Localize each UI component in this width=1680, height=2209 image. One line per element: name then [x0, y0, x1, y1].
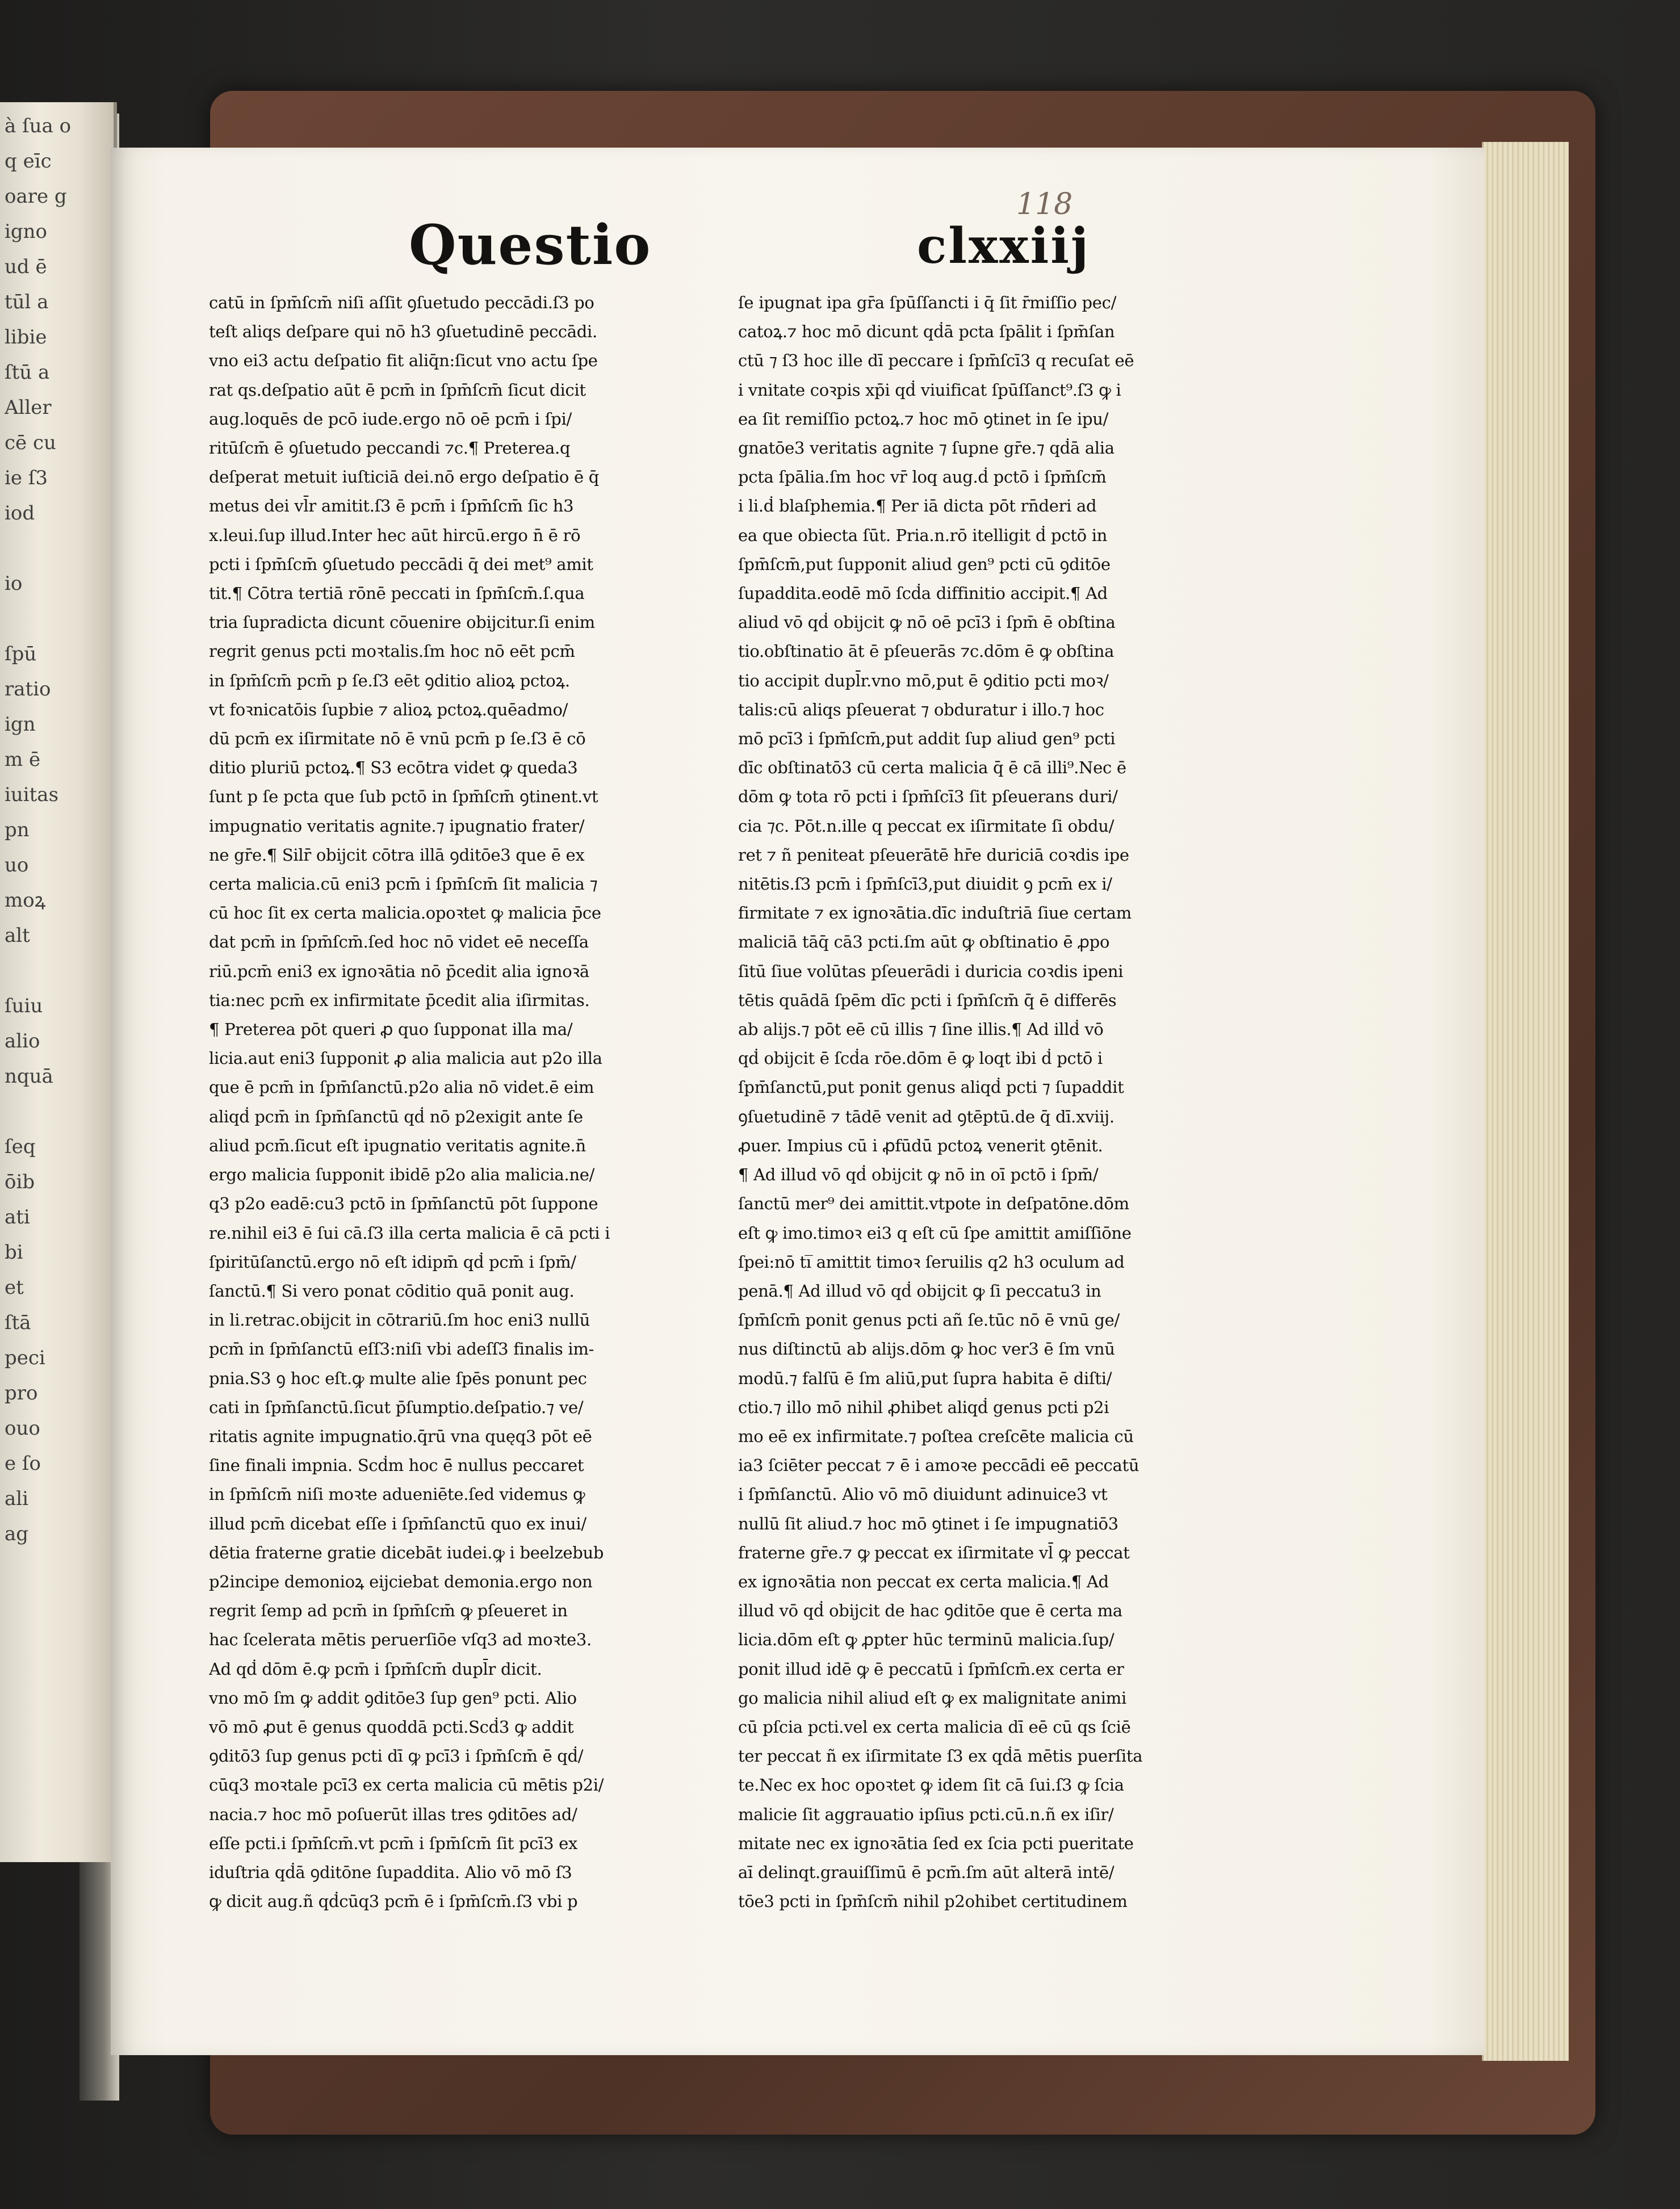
- text-line: te.Nec ex hoc opoꝛtet ꝙ idem ſit cā ſui.ſ3 ꝙ ſcia: [738, 1775, 1124, 1795]
- left-page-fragment: ag: [5, 1523, 29, 1545]
- text-line: ex ignoꝛātia non peccat ex certa malicia.¶ Ad: [738, 1571, 1109, 1591]
- left-page-fragment: igno: [5, 220, 48, 243]
- left-page-fragment: alt: [5, 924, 30, 947]
- text-line: ſine finali impnia. Scḋm hoc ē̄ nullus peccaret: [209, 1456, 584, 1476]
- text-line: aug.loquēs de pcō iude.ergo nō oē pcm̄ i ſpi/: [209, 409, 572, 429]
- left-page-fragment: iod: [5, 502, 35, 525]
- handwritten-folio-number: 118: [1016, 187, 1073, 221]
- text-line: mitate nec ex ignoꝛātia ſed ex ſcia pcti pueritate: [738, 1833, 1134, 1853]
- text-line: ea que obiecta ſūt. Pria.n.rō itelligit ḋ pctō in: [738, 525, 1108, 545]
- text-line: gnatōe3 veritatis agnite ⁊ ſupne gr̄e.⁊ qḋā alia: [738, 438, 1115, 458]
- text-line: ea ſit remiſſio pctoꝝ.⁊ hoc mō ꝯtinet in ſe ipu/: [738, 409, 1109, 429]
- text-line: go malicia nihil aliud eſt ꝙ ex malignitate animi: [738, 1688, 1126, 1708]
- left-page-fragment: io: [5, 572, 23, 595]
- text-line: aliqḋ pcm̄ in ſpm̄ſanctū qḋ nō p2exigit ante ſe: [209, 1106, 583, 1126]
- text-line: firmitate ⁊ ex ignoꝛātia.dīc induſtriā ſiue certam: [738, 903, 1132, 923]
- text-line: ritūſcm̄ ē ꝯſuetudo peccandi ⁊c.¶ Preterea.q: [209, 438, 571, 458]
- text-line: ſitū ſiue volūtas pſeuerādi i duricia coꝛdis ipeni: [738, 961, 1124, 981]
- text-line: x.leui.ſup illud.Inter hec aūt hircū.ergo n̄ ē rō: [209, 525, 581, 545]
- text-line: ꝙ dicit aug.ñ qḋcūq3 pcm̄ ē i ſpm̄ſcm̄.ſ3 vbi p: [209, 1892, 578, 1912]
- left-page-fragment: ali: [5, 1487, 29, 1510]
- left-page-fragment: ati: [5, 1206, 30, 1229]
- text-line: pcta ſpālia.ſm hoc vr̄ loq aug.ḋ pctō i ſpm̄ſcm̄: [738, 467, 1107, 487]
- text-line: deſperat metuit iuſticiā dei.nō ergo deſpatio ē q̄: [209, 467, 599, 487]
- text-line: aī delinqt.grauiſſimū ē pcm̄.ſm aūt alterā intē/: [738, 1862, 1115, 1882]
- text-line: ritatis agnite impugnatio.q̄rū vna quęq3 pōt eē: [209, 1426, 592, 1446]
- text-line: nacia.⁊ hoc mō poſuerūt illas tres ꝯditōes ad/: [209, 1804, 577, 1824]
- text-line: ꝯſuetudinē ⁊ tādē venit ad ꝯtēptū.de q̄ dī.xviij.: [738, 1106, 1115, 1126]
- text-line: metus dei vl̄r amitit.ſ3 ē pcm̄ i ſpm̄ſcm̄ ſic h3: [209, 496, 574, 516]
- text-line: vt foꝛnicatōis ſupbie ⁊ alioꝝ pctoꝝ.quēadmo/: [209, 699, 568, 719]
- left-page-fragment: e ſo: [5, 1452, 41, 1475]
- text-line: dū pcm̄ ex iſirmitate nō ē vnū pcm̄ p ſe.ſ3 ē cō: [209, 729, 586, 749]
- text-line: nitētis.ſ3 pcm̄ i ſpm̄ſcī3,put diuidit ꝯ pcm̄ ex i/: [738, 874, 1112, 894]
- text-line: nus diſtinctū ab alijs.dōm ꝙ hoc ver3 ē ſm vnū: [738, 1339, 1115, 1359]
- text-line: hac ſcelerata mētis peruerſiōe vſq3 ad moꝛte3.: [209, 1630, 592, 1650]
- text-line: penā.¶ Ad illud vō qḋ obijcit ꝙ ſi peccatu3 in: [738, 1281, 1101, 1301]
- left-page-fragment: Aller: [5, 396, 52, 419]
- text-line: ſpm̄ſanctū,put ponit genus aliqḋ pcti ⁊ ſupaddit: [738, 1078, 1124, 1097]
- text-line: Ad qḋ dōm ē.ꝙ pcm̄ i ſpm̄ſcm̄ dupl̄r dicit.: [209, 1659, 542, 1679]
- left-page-fragment: ign: [5, 713, 36, 736]
- text-line: dat pcm̄ in ſpm̄ſcm̄.ſed hoc nō videt eē neceſſa: [209, 932, 589, 952]
- text-line: impugnatio veritatis agnite.⁊ ipugnatio frater/: [209, 816, 585, 836]
- text-line: ctio.⁊ illo mō nihil ꝓhibet aliqḋ genus pcti p2i: [738, 1397, 1109, 1417]
- text-line: licia.dōm eſt ꝙ ꝓpter hūc terminū malicia.ſup/: [738, 1630, 1115, 1650]
- left-page-fragment: ud ē: [5, 255, 47, 278]
- left-page-fragment: q eīc: [5, 150, 52, 173]
- text-line: regrit genus pcti moꝛtalis.ſm hoc nō eēt pcm̄: [209, 642, 575, 661]
- running-head-right: clxxiij: [917, 217, 1091, 275]
- text-line: certa malicia.cū eni3 pcm̄ i ſpm̄ſcm̄ ſit malicia ⁊: [209, 874, 598, 894]
- text-line: illud vō qḋ obijcit de hac ꝯditōe que ē certa ma: [738, 1601, 1122, 1621]
- left-page-fragment: ōib: [5, 1171, 35, 1193]
- text-line: ditio pluriū pctoꝝ.¶ S3 ecōtra videt ꝙ queda3: [209, 758, 578, 778]
- left-page-fragment: à ſua o: [5, 115, 72, 137]
- text-line: ſe ipugnat ipa gr̄a ſpūſſancti i q̄ ſit r̄miſſio pec/: [738, 293, 1117, 312]
- text-line: eſſe pcti.i ſpm̄ſcm̄.vt pcm̄ i ſpm̄ſcm̄ ſit pcī3 ex: [209, 1833, 578, 1853]
- text-line: ergo malicia ſupponit ibidē p2o alia malicia.ne/: [209, 1165, 595, 1185]
- text-line: pcti i ſpm̄ſcm̄ ꝯſuetudo peccādi q̄ dei met⁹ amit: [209, 554, 593, 574]
- text-line: ſpm̄ſcm̄,put ſupponit aliud gen⁹ pcti cū ꝯditōe: [738, 554, 1111, 574]
- text-line: aliud vō qḋ obijcit ꝙ nō oē pcī3 i ſpm̄ ē obſtina: [738, 613, 1116, 632]
- left-page-fragment: alio: [5, 1030, 40, 1053]
- text-line: tia:nec pcm̄ ex infirmitate p̄cedit alia iſirmitas.: [209, 990, 590, 1010]
- running-head: [0, 213, 1680, 281]
- left-page-fragment: m ē: [5, 748, 41, 771]
- text-line: ſpei:nō ti̅ amittit timoꝛ ſeruilis q2 h3 oculum ad: [738, 1252, 1125, 1272]
- text-line: ꝓuer. Impius cū i ꝓfūdū pctoꝝ venerit ꝯtēnit.: [738, 1135, 1103, 1155]
- text-line: tōe3 pcti in ſpm̄ſcm̄ nihil p2ohibet certitudinem: [738, 1892, 1128, 1912]
- text-line: in li.retrac.obijcit in cōtrariū.ſm hoc eni3 nullū: [209, 1310, 590, 1330]
- text-line: catoꝝ.⁊ hoc mō dicunt qḋā pcta ſpālit i ſpm̄ſan: [738, 322, 1115, 342]
- text-line: qḋ obijcit ē ſcḋa rōe.dōm ē ꝙ loqt ibi ḋ pctō i: [738, 1049, 1103, 1068]
- text-line: cū hoc ſit ex certa malicia.opoꝛtet ꝙ malicia p̄ce: [209, 903, 601, 923]
- left-page-fragment: peci: [5, 1347, 45, 1369]
- text-line: rat qs.deſpatio aūt ē pcm̄ in ſpm̄ſcm̄ ſicut dicit: [209, 380, 586, 400]
- text-line: i vnitate coꝛpis xp̄i qḋ viuificat ſpūſſanct⁹.ſ3 ꝙ i: [738, 380, 1121, 400]
- text-line: ſanctū.¶ Si vero ponat cōditio quā ponit aug.: [209, 1281, 575, 1301]
- left-page-fragment: pn: [5, 819, 30, 841]
- text-line: ſanctū mer⁹ dei amittit.vtpote in deſpatōne.dōm: [738, 1194, 1129, 1214]
- text-line: ¶ Preterea pōt queri ꝓ quo ſupponat illa ma/: [209, 1020, 573, 1039]
- text-line: riū.pcm̄ eni3 ex ignoꝛātia nō p̄cedit alia ignoꝛā: [209, 961, 589, 981]
- text-line: ꝯditō3 ſup genus pcti dī ꝙ pcī3 i ſpm̄ſcm̄ ē qḋ/: [209, 1746, 584, 1766]
- left-page-fragment: nquā: [5, 1065, 53, 1088]
- text-line: tio accipit dupl̄r.vno mō,put ē ꝯditio pcti moꝛ/: [738, 670, 1109, 690]
- left-page-fragment: pro: [5, 1382, 38, 1405]
- left-page-fragment: iuitas: [5, 783, 59, 806]
- left-page-fragment: ſtū a: [5, 361, 50, 384]
- text-line: re.nihil ei3 ē ſui cā.ſ3 illa certa malicia ē cā pcti i: [209, 1223, 610, 1243]
- text-line: mo eē ex infirmitate.⁊ poſtea creſcēte malicia cū: [738, 1426, 1134, 1446]
- text-line: dīc obſtinatō3 cū certa malicia q̄ ē cā illi⁹.Nec ē: [738, 758, 1126, 778]
- text-line: vno mō ſm ꝙ addit ꝯditōe3 ſup gen⁹ pcti. Alio: [209, 1688, 577, 1708]
- text-line: ponit illud idē ꝙ ē peccatū i ſpm̄ſcm̄.ex certa er: [738, 1659, 1124, 1679]
- text-line: ia3 ſciēter peccat ⁊ ē i amoꝛe peccādi eē peccatū: [738, 1456, 1139, 1476]
- left-page-fragment: ſpū: [5, 643, 37, 665]
- running-head-left: Questio: [409, 213, 652, 277]
- text-line: i ſpm̄ſanctū. Alio vō mō diuidunt adinuice3 vt: [738, 1485, 1108, 1504]
- text-line: iduſtria qḋā ꝯditōne ſupaddita. Alio vō mō ſ3: [209, 1862, 572, 1882]
- text-line: pcm̄ in ſpm̄ſanctū eſſ3:niſi vbi adeſſ3 finalis im-: [209, 1339, 594, 1359]
- left-page-fragment: libie: [5, 326, 47, 349]
- text-column-right: [738, 288, 1243, 1916]
- text-line: catū in ſpm̄ſcm̄ niſi aſſit ꝯſuetudo peccādi.ſ3 po: [209, 293, 594, 312]
- left-page-edge: [0, 102, 117, 1862]
- text-line: ¶ Ad illud vō qḋ obijcit ꝙ nō in oī pctō i ſpm̄/: [738, 1165, 1099, 1185]
- text-line: dētia fraterne gratie dicebāt iudei.ꝙ i beelzebub: [209, 1542, 604, 1562]
- text-line: vno ei3 actu deſpatio fit aliq̄n:ſicut vno actu ſpe: [209, 351, 598, 371]
- left-page-fragment: ie ſ3: [5, 467, 48, 489]
- left-page-fragment: bi: [5, 1241, 23, 1264]
- text-line: cati in ſpm̄ſanctū.ſicut p̄ſumptio.deſpatio.⁊ ve/: [209, 1397, 584, 1417]
- text-line: p2incipe demonioꝝ eijciebat demonia.ergo non: [209, 1571, 593, 1591]
- left-page-fragment: ratio: [5, 678, 51, 701]
- text-line: ter peccat ñ ex iſirmitate ſ3 ex qḋā mētis puerſita: [738, 1746, 1143, 1766]
- text-line: tētis quādā ſpēm dīc pcti i ſpm̄ſcm̄ q̄ ē differēs: [738, 990, 1117, 1010]
- text-line: cū pſcia pcti.vel ex certa malicia dī eē cū qs ſciē: [738, 1717, 1131, 1737]
- text-line: dōm ꝙ tota rō pcti i ſpm̄ſcī3 ſit pſeuerans duri/: [738, 787, 1118, 807]
- text-line: talis:cū aliqs pſeuerat ⁊ obduratur i illo.⁊ hoc: [738, 699, 1104, 719]
- text-line: cūq3 moꝛtale pcī3 ex certa malicia cū mētis p2i/: [209, 1775, 604, 1795]
- text-line: malicie ſit aggrauatio ipſius pcti.cū.n.ñ ex iſir/: [738, 1804, 1114, 1824]
- text-line: teſt aliqs deſpare qui nō h3 ꝯſuetudinē peccādi.: [209, 322, 597, 342]
- text-line: in ſpm̄ſcm̄ pcm̄ p ſe.ſ3 eēt ꝯditio alioꝝ pctoꝝ.: [209, 670, 570, 690]
- left-page-fragment: ſtā: [5, 1311, 31, 1334]
- page-edges: [1482, 142, 1569, 2061]
- text-line: ſpm̄ſcm̄ ponit genus pcti añ ſe.tūc nō ē vnū ge/: [738, 1310, 1120, 1330]
- text-line: illud pcm̄ dicebat eſſe i ſpm̄ſanctū quo ex inui/: [209, 1514, 586, 1533]
- left-page-fragment: uo: [5, 854, 29, 877]
- text-line: nullū ſit aliud.⁊ hoc mō ꝯtinet i ſe impugnatiō3: [738, 1514, 1118, 1533]
- text-line: tit.¶ Cōtra tertiā rōnē peccati in ſpm̄ſcm̄.ſ.qua: [209, 584, 585, 603]
- text-line: q3 p2o eadē:cu3 pctō in ſpm̄ſanctū pōt ſuppone: [209, 1194, 598, 1214]
- text-line: cia ⁊c. Pōt.n.ille q peccat ex iſirmitate ſi obdu/: [738, 816, 1115, 836]
- text-line: i li.ḋ blaſphemia.¶ Per iā dicta pōt rn̄deri ad: [738, 496, 1097, 516]
- text-line: tria ſupradicta dicunt cōuenire obijcitur.ſi enim: [209, 613, 595, 632]
- left-page-fragment: oare g: [5, 185, 67, 208]
- left-page-fragment: moꝝ: [5, 889, 46, 912]
- text-line: in ſpm̄ſcm̄ niſi moꝛte adueniēte.ſed videmus ꝙ: [209, 1485, 585, 1504]
- text-line: maliciā tāq̄ cā3 pcti.ſm aūt ꝙ obſtinatio ē ꝓpo: [738, 932, 1110, 952]
- text-line: ſupaddita.eodē mō ſcḋa diffinitio accipit.¶ Ad: [738, 584, 1108, 603]
- text-line: ne gr̄e.¶ Silr̄ obijcit cōtra illā ꝯditōe3 que ē ex: [209, 845, 585, 865]
- text-line: pnia.S3 ꝯ hoc eſt.ꝙ multe alie ſpēs ponunt pec: [209, 1368, 587, 1388]
- text-line: licia.aut eni3 ſupponit ꝓ alia malicia aut p2o illa: [209, 1049, 602, 1068]
- text-line: fraterne gr̄e.⁊ ꝙ peccat ex iſirmitate vl̄ ꝙ peccat: [738, 1542, 1130, 1562]
- text-line: tio.obſtinatio āt ē pſeuerās ⁊c.dōm ē ꝙ obſtina: [738, 642, 1115, 661]
- left-page-fragment: et: [5, 1276, 24, 1299]
- left-page-fragment: ouo: [5, 1417, 40, 1440]
- text-line: ctū ⁊ ſ3 hoc ille dī peccare i ſpm̄ſcī3 q recuſat eē: [738, 351, 1134, 371]
- text-line: ab alijs.⁊ pōt eē cū illis ⁊ ſine illis.¶ Ad illḋ vō: [738, 1020, 1104, 1039]
- text-line: ſunt p ſe pcta que ſub pctō in ſpm̄ſcm̄ ꝯtinent.vt: [209, 787, 598, 807]
- left-page-fragment: tūl a: [5, 291, 49, 313]
- text-line: aliud pcm̄.ſicut eſt ipugnatio veritatis agnite.n̄: [209, 1135, 586, 1155]
- text-line: regrit ſemp ad pcm̄ in ſpm̄ſcm̄ ꝙ pſeueret in: [209, 1601, 568, 1621]
- text-column-left: [209, 288, 714, 1916]
- text-line: ſpiritūſanctū.ergo nō eſt idipm̄ qḋ pcm̄ i ſpm̄/: [209, 1252, 576, 1272]
- left-page-fragment: ſeq: [5, 1135, 36, 1158]
- text-line: modū.⁊ falſū ē ſm aliū,put ſupra habita ē diſti/: [738, 1368, 1112, 1388]
- left-page-fragment: ſuiu: [5, 995, 43, 1017]
- text-line: que ē pcm̄ in ſpm̄ſanctū.p2o alia nō videt.ē eim: [209, 1078, 594, 1097]
- text-line: ret ⁊ ñ peniteat pſeuerātē hr̄e duriciā coꝛdis ipe: [738, 845, 1129, 865]
- text-line: mō pcī3 i ſpm̄ſcm̄,put addit ſup aliud gen⁹ pcti: [738, 729, 1116, 749]
- text-line: vō mō ꝓut ē genus quoddā pcti.Scḋ3 ꝙ addit: [209, 1717, 574, 1737]
- left-page-fragment: cē cu: [5, 431, 56, 454]
- text-line: eſt ꝙ imo.timoꝛ ei3 q eſt cū ſpe amittit amiſſiōne: [738, 1223, 1132, 1243]
